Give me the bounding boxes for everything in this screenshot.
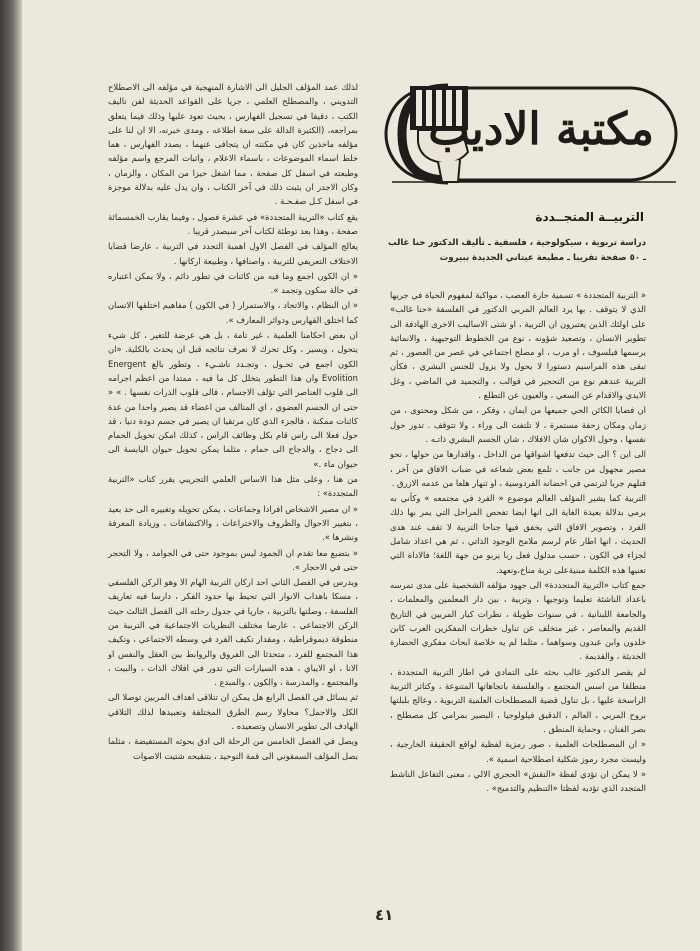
paragraph: من هنا ، وعلى مثل هذا الاساس العلمي التجريبي يقرر كتاب «التربية المتجددة» : (108, 474, 358, 499)
paragraph: يقع كتاب «التربية المتجددة» في عشرة فصول ، وفيما يقارب الخمسمائة صفحة ، وهذا بعد توطئة لكتاب آخر سيصدر قريبا . (108, 211, 358, 236)
paragraph: « التربية المتجددة » تسمية حارة العصب ، مواكبة لمفهوم الحياة في جريها الذي لا يتوقف . بها يرد العالم المربي الدكتور في الفلسفة «حنا غالب» على اولئك الذين يعتبرون ان التربية ، او شتى الاساليب الاخرى الهادفة الى تطوير الانسان ، وتصعيد شؤونه ، نوع من الخطوط التوجيهية ، والانمائية يرسمها فيلسوف ، او مرب ، او مصلح اجتماعي في عصر من العصور ، ثم تبقى هذه المراسيم دستورا لا يحول ولا يزول للجنس البشري ، فكأن التربية عندهم نوع من التحجير في قوالب ، والتجميد في الماضي ، وغل الايدي والاقدام عن السعي ، والعيون عن التطلع . (390, 290, 646, 401)
book-details: دراسة تربوية ، سيكولوجية ، فلسفية ـ تأليف الدكتور حنا غالب ـ ٥٠ صفحة تقريبا ـ مطبعة عيتاني الجديدة ببيروت (388, 238, 646, 263)
paragraph: يعالج المؤلف في الفصل الاول اهمية التجدد في التربية ، عارضا قضايا الاختلاف التعريفي للتربية ، واصنافها ، وطبيعة اركانها . (108, 241, 358, 266)
page-number: ٤١ (375, 906, 394, 924)
paragraph: « ان الكون اجمع وما فيه من كائنات في تطور دائم ، ولا يمكن اعتباره في حالة سكون وتجمد ». (108, 270, 358, 296)
paragraph: ويدرس في الفصل الثاني احد اركان التربية الهام الا وهو الركن الفلسفي ، مسكا باهداب الانوار التي تحيط بها حدود الفكر ، دارسا فيه تعاريف الفلسفة ، وصلتها بالتربية ، جاريا في جدول رحلته الى الفصل الثالث حيث الركن الاجتماعي ، عارضا مختلف النظريات الاجتماعية في التربية من منطوقة ديموقراطية ، ومقدار تكيف الفرد في وسطه الاجتماعي ، وتكيف هذا المجتمع للفرد ، متحدثا الى الفروق والروابط بين العقل والنفس او الانا ، او الايباي ، هذه السيارات التي تدور في افلاك الذات ، والبيت ، والمجتمع ، والمدرسة ، والكون ، والمبدع . (108, 577, 358, 688)
right-text-column (390, 288, 646, 796)
paragraph: « ان المصطلحات العلمية ، صور رمزية لفظية لواقع الحقيقة الخارجية ، وليست مجرد رموز شكلية اصطلاحية اسمية ». (390, 739, 646, 764)
page-spine-shadow (0, 0, 22, 951)
left-text-column (108, 80, 358, 764)
paragraph: جمع كتاب «التربية المتجددة» الى جهود مؤلفه الشخصية على مدى تمرسه باعداد الناشئة تعليما وتوجيها ، وتربية ، بين دار المعلمين والمعلمات ، والجامعة اللبنانية ، في سنوات طويلة ، نظرات كبار المربين في التاريخ القديم والمعاصر ، غير متخلف عن تناول خطرات المفكرين العرب كابن خلدون وابن عبدون وسواهما ، مثلما لم يه خلاصة ابحاث مفكري الحضارة الحديثة ، والقديمة . (390, 579, 646, 662)
paragraph: ان بعض احكامنا العلمية ، غير تامة ، بل هي عرضة للتغير ، كل شيء يتحول ، ويسير ، وكل تحرك لا نعرف نتائجه قبل ان يحدث بالكلية. «ان الكون اجمع في تحـول ، وتجـدد ناشـيء ، وتطور بالغ Energent Evolition وان هذا التطور يتخلل كل ما فيه ، ممتدا من اعظم اجرامه الى قلوب العناصر التي تؤلف الاجسام ، فالى قلوب الذرات نفسها . » « حتى ان الجسم العضوي ، اي المتالف من اعضاء قد يصير واحدا من عدة كائنات ممكنة ، فالجزء الذي كان مرتقيا ان يصير في جسم دودة دنيا ، قد حول فعلا الى راس قام بكل وظائف الراس ، كذلك امكن تحويل الحمام الى دجاج ، والدجاج الى حمام ، مثلما يمكن تحويل حيوان اليابسة الى حيوان ماء .» (108, 330, 358, 469)
paragraph: لم يقصر الدكتور غالب بحثه على التمادي في اطار التربية المتجددة ، منطلقا من اسس المجتمع ، والفلسفة باتجاهاتها المتنوعة ، وكتاثر التربية الراسخة عليها ، بل تناول قضية المصطلحات العلمية التربوية ، وعالج بلبلتها بروح المربي ، العالم ، الدقيق فيلولوجيا ، البصير بمرامي كل مصطلح ، بصر الفنان ، وحماية المنطق . (390, 666, 646, 734)
paragraph: التربية كما يشير المؤلف العالم موضوع « الفرد في مجتمعه » وكأني به يرمي بدلالة بعيدة الغاية الى انها ايضا تفحص المراحل التي يمر بها ذلك الفرد ، وتصوير الافاق التي يخفق فيها جناحا التربية لا تقف عند هدى الحديث ، انها اطار عام لرسم ملامح الوجود الذاتي ، ثم هي اعداد شامل لجزاء في الكون ، حسب مدلول فعل ربا يربو من جهة اللغة؛ فالاداة التي تعنيها هذه الكلمة مبنيةعلى تربة مناخ،ونعهد. (390, 493, 646, 575)
article-title: التربيــة المتجــددة (535, 210, 644, 224)
paragraph: الى اين ؟ الى حيث تدفعها اشواقها من الداخل ، واقدارها من حولها ، نحو مصير مجهول من جانب ، تلمع بعض شعاعه في ضباب الافاق من آخر ، فتلهم جربا لترتمي في احضانه الفردوسية ، او تنهار هلعا من عدمه الازرق . (390, 449, 646, 488)
column-title: مكتبة الاديب (428, 104, 654, 155)
paragraph: « ان مصير الاشخاص افرادا وجماعات ، يمكن تحويله وتغييره الى حد بعيد ، بتغيير الاحوال والظروف والاختراعات ، والاكتشافات ، وزيادة المعرفة ونشرها ». (108, 503, 358, 543)
paragraph: « بتضبع معا تقدم ان الجمود ليس بموجود حتى في الجوامد ، ولا التحجر حتى في الاحجار ». (108, 547, 358, 572)
paragraph: ويصل في الفصل الخامس من الرحلة الى ادق بحوثه المستفيضة ، مثلما يصل المؤلف السمفوني الى قمة التوحيد ، بتنقيحه شتيت الاصوات (108, 736, 358, 761)
paragraph: ثم يسائل في الفصل الرابع هل يمكن ان تتلاقى اهداف المربين توصلا الى الكل والاجمل؟ محاولا رسم الطرق المختلفة وتعبيدها لذلك التلاقي الهادف الى تطوير الانسان وتصعيده . (108, 692, 358, 732)
paragraph: ان فضايا الكائن الحي جميعها من ايمان ، وفكر ، من شكل ومحتوى ، من زمان ومكان زحفة مستمرة ، لا تلتفت الى وراء ، ولا تتوقف . تدور حول نفسها ، وحول الاكوان شان الافلاك ، شان الجسم البشري ذاتـه . (390, 405, 646, 444)
column-header-banner (382, 78, 682, 196)
paragraph: لذلك عمد المؤلف الجليل الى الاشارة المنهجية في مؤلفه الى الاصطلاح التدويني ، والمصطلح العلمي ، جريا على القواعد الحديثة لفن تاليف الكتب ، دقيقا في تسجيل الفهارس ، بحيث تعود عليها وذلك فيما يتعلق بمراجعه، (الكثيرة الدالة على سعة اطلاعه ، ومدى خبرته، الا ان لنا على مؤلفه ماخذين كان في مكنته ان يتجافى عنهما ، بصدد الفهارس ، هما خلط اسماء الموضوعات ، باسماء الاعلام ، واثبات المرجع واسم مؤلفه وطبعته في اسفل كل صفحة ، مما اشغل حيزا من المكان ، والزمان ، وكان الاجدر ان يثبت ذلك في آخر الكتاب ، وان يدل عليه بدلالة موجزة في اسفل كـل صفـحـة . (108, 82, 358, 207)
paragraph: « ان النظام ، والاتحاد ، والاستمرار ( في الكون ) مفاهيم اختلقها الانسان كما اختلق القهارس ودوائر المعارف ». (108, 300, 358, 325)
paragraph: « لا يمكن ان تؤدي لفظة «التقش» الحجري الالي ، معنى التفاعل الناشط المتجدد الذي تؤديه لفظتا «التنظيم والتدميج» . (390, 768, 646, 794)
